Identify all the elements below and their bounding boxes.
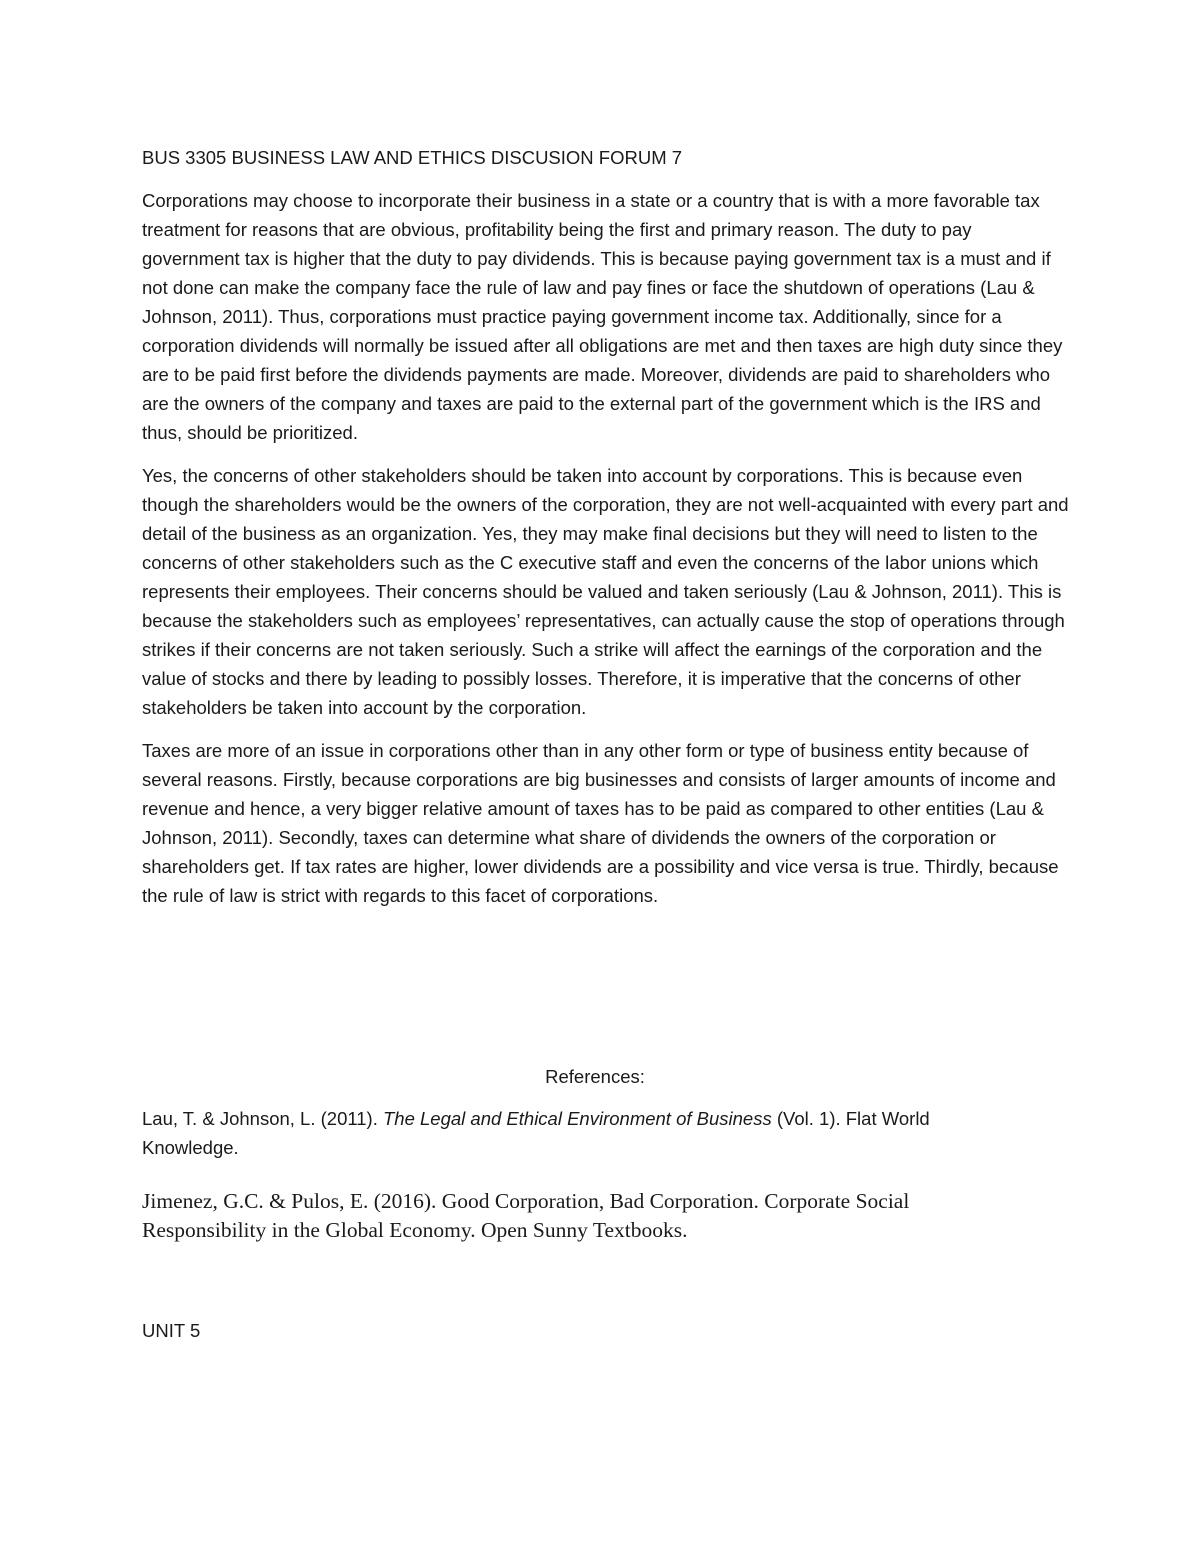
document-body [142,186,1072,924]
paragraph-3: Taxes are more of an issue in corporations other than in any other form or type of business entity because of several reasons. Firstly, because corporations are big businesses and consists of larger amounts of income and revenue and hence, a very bigger relative amount of taxes has to be paid as compared to other entities (Lau & Johnson, 2011). Secondly, taxes can determine what share of dividends the owners of the corporation or shareholders get. If tax rates are higher, lower dividends are a possibility and vice versa is true. Thirdly, because the rule of law is strict with regards to this facet of corporations. [142,740,1059,906]
reference-lau-johnson-title: The Legal and Ethical Environment of Business [383,1108,772,1129]
references-heading: References: [545,1066,645,1087]
unit-label: UNIT 5 [142,1320,201,1341]
reference-lau-johnson-authors: Lau, T. & Johnson, L. (2011). [142,1108,383,1129]
reference-lau-johnson-rest: (Vol. 1). Flat World Knowledge. [142,1108,930,1158]
document-title: BUS 3305 BUSINESS LAW AND ETHICS DISCUSION FORUM 7 [142,147,683,168]
reference-jimenez-pulos: Jimenez, G.C. & Pulos, E. (2016). Good Corporation, Bad Corporation. Corporate Social Responsibility in the Global Economy. Open Sunny Textbooks. [142,1189,910,1242]
paragraph-1: Corporations may choose to incorporate their business in a state or a country that is with a more favorable tax treatment for reasons that are obvious, profitability being the first and primary reason. The duty to pay government tax is higher that the duty to pay dividends. This is because paying government tax is a must and if not done can make the company face the rule of law and pay fines or face the shutdown of operations (Lau & Johnson, 2011). Thus, corporations must practice paying government income tax. Additionally, since for a corporation dividends will normally be issued after all obligations are met and then taxes are high duty since they are to be paid first before the dividends payments are made. Moreover, dividends are paid to shareholders who are the owners of the company and taxes are paid to the external part of the government which is the IRS and thus, should be prioritized. [142,190,1063,443]
paragraph-2: Yes, the concerns of other stakeholders should be taken into account by corporations. This is because even though the shareholders would be the owners of the corporation, they are not well-acquainted with every part and detail of the business as an organization. Yes, they may make final decisions but they will need to listen to the concerns of other stakeholders such as the C executive staff and even the concerns of the labor unions which represents their employees. Their concerns should be valued and taken seriously (Lau & Johnson, 2011). This is because the stakeholders such as employees’ representatives, can actually cause the stop of operations through strikes if their concerns are not taken seriously. Such a strike will affect the earnings of the corporation and the value of stocks and there by leading to possibly losses. Therefore, it is imperative that the concerns of other stakeholders be taken into account by the corporation. [142,465,1069,718]
reference-lau-johnson [142,1104,1012,1162]
